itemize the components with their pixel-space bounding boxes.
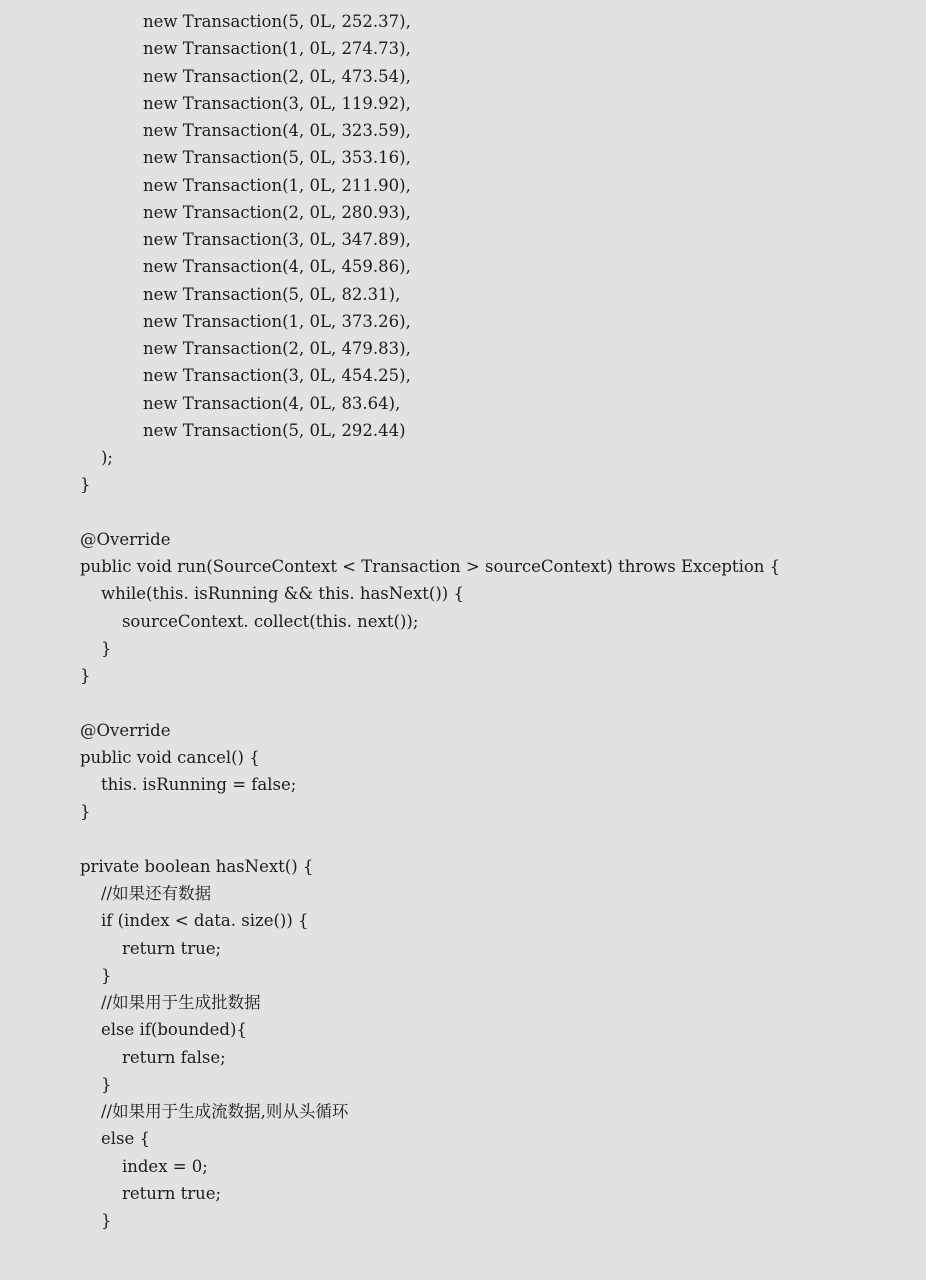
code-line: @Override xyxy=(80,529,171,549)
code-line: public void run(SourceContext < Transaction > sourceContext) throws Exception { xyxy=(80,557,781,576)
code-line: new Transaction(1, 0L, 211.90), xyxy=(80,175,411,195)
code-line: new Transaction(3, 0L, 119.92), xyxy=(80,93,411,113)
code-line: } xyxy=(80,475,91,495)
code-line: index = 0; xyxy=(80,1156,208,1176)
code-line: else { xyxy=(80,1129,150,1149)
code-line: new Transaction(5, 0L, 82.31), xyxy=(80,284,401,304)
code-line: return true; xyxy=(80,1183,222,1203)
code-line: } xyxy=(80,802,91,822)
code-line: //如果用于生成批数据 xyxy=(80,993,261,1012)
code-line: new Transaction(2, 0L, 473.54), xyxy=(80,66,411,86)
code-line: new Transaction(5, 0L, 252.37), xyxy=(80,12,411,31)
code-line: ); xyxy=(80,448,113,467)
code-line: return false; xyxy=(80,1047,226,1067)
code-line: new Transaction(2, 0L, 280.93), xyxy=(80,202,411,222)
code-line: //如果还有数据 xyxy=(80,884,212,903)
code-line: new Transaction(4, 0L, 83.64), xyxy=(80,393,401,413)
code-line: new Transaction(3, 0L, 454.25), xyxy=(80,366,411,386)
code-line: else if(bounded){ xyxy=(80,1020,247,1040)
code-line: new Transaction(4, 0L, 323.59), xyxy=(80,121,411,140)
code-line: new Transaction(1, 0L, 373.26), xyxy=(80,311,411,331)
code-line: public void cancel() { xyxy=(80,747,260,767)
code-line: new Transaction(5, 0L, 353.16), xyxy=(80,148,411,168)
code-line: } xyxy=(80,638,112,658)
code-line: new Transaction(1, 0L, 274.73), xyxy=(80,39,411,59)
code-line: } xyxy=(80,666,91,685)
code-line: new Transaction(2, 0L, 479.83), xyxy=(80,339,411,358)
code-line: new Transaction(5, 0L, 292.44) xyxy=(80,420,406,440)
code-line: this. isRunning = false; xyxy=(80,775,297,794)
code-line: private boolean hasNext() { xyxy=(80,856,314,876)
code-line: new Transaction(4, 0L, 459.86), xyxy=(80,257,411,277)
code-line: return true; xyxy=(80,938,222,958)
code-line: } xyxy=(80,1211,112,1230)
code-line: while(this. isRunning && this. hasNext()) { xyxy=(80,584,464,604)
code-line: new Transaction(3, 0L, 347.89), xyxy=(80,230,411,249)
code-line: sourceContext. collect(this. next()); xyxy=(80,611,419,631)
code-line: @Override xyxy=(80,720,171,740)
code-line: if (index < data. size()) { xyxy=(80,911,309,931)
code-line: //如果用于生成流数据,则从头循环 xyxy=(80,1102,349,1121)
code-line: } xyxy=(80,965,112,985)
code-line: } xyxy=(80,1074,112,1094)
